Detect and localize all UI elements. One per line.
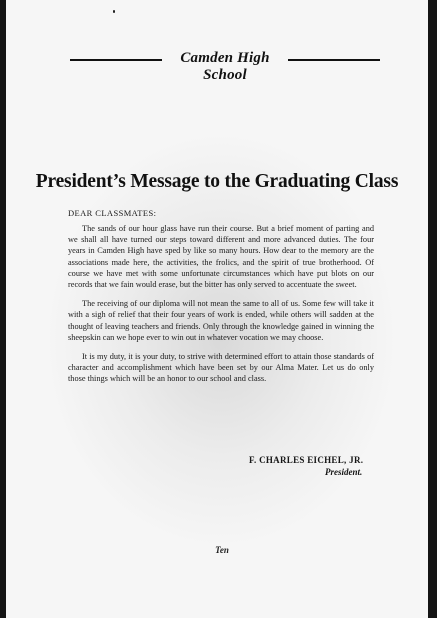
- signature-name: F. CHARLES EICHEL, JR.: [249, 455, 364, 465]
- salutation: DEAR CLASSMATES:: [68, 208, 157, 218]
- message-body: [68, 208, 374, 393]
- paragraph-1: The sands of our hour glass have run their course. But a brief moment of parting and we shall all have turned our steps toward different and more advanced duties. The four years in Camden High have sped by like so many hours. How dear to the memory are the associations made here, the activities, the frolics, and the spirit of true brotherhood. Of course we have met with some unfortunate circumstances which have put blots on our records that we fain would erase, but the bitter has only served to accentuate the sweet.: [68, 224, 374, 290]
- header-school-name: Camden High School: [180, 50, 270, 83]
- signature-title: President.: [325, 467, 363, 477]
- header-rule-left: [70, 59, 162, 61]
- page-title: President’s Message to the Graduating Class: [35, 171, 399, 192]
- page-header: [70, 48, 380, 83]
- page-number: Ten: [215, 545, 229, 555]
- yearbook-page: [6, 0, 428, 618]
- paragraph-3: It is my duty, it is your duty, to strive with determined effort to attain those standards of character and accomplishment which have been set by our Alma Mater. Let us do only those things which will be an honor to our school and class.: [68, 352, 374, 384]
- paragraph-2: The receiving of our diploma will not mean the same to all of us. Some few will take it with a sigh of relief that their four years of work is ended, while others will sadden at the thought of leaving teachers and friends. Only through the knowledge gained in winning the sheepskin can we hope ever to win out in whatever vocation we may choose.: [68, 299, 374, 342]
- ink-speck: [113, 10, 115, 13]
- header-rule-right: [288, 59, 380, 61]
